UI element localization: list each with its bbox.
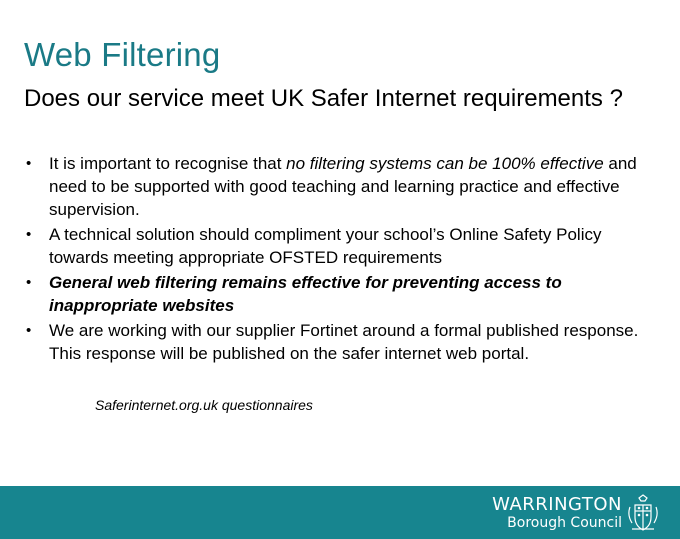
- bullet-dot-icon: •: [26, 155, 32, 172]
- bullet-item: [26, 271, 646, 317]
- council-crest-icon: [626, 493, 660, 533]
- bullet-text: We are working with our supplier Fortinet around a formal published response. This response will be published on the safer internet web portal.: [49, 321, 639, 363]
- footer-bar: [0, 486, 680, 539]
- bullet-emphasis: no filtering systems can be 100% effective: [286, 154, 604, 173]
- bullet-emphasis: General web filtering remains effective for preventing access to inappropriate websites: [49, 273, 562, 315]
- bullet-item: [26, 223, 646, 269]
- slide-title: Web Filtering: [24, 36, 221, 73]
- bullet-list: [26, 152, 646, 367]
- slide-subtitle: Does our service meet UK Safer Internet requirements ?: [24, 85, 623, 112]
- bullet-text: and need to be supported with good teaching and learning practice and effective supervision.: [49, 154, 637, 219]
- bullet-dot-icon: •: [26, 274, 32, 291]
- bullet-dot-icon: •: [26, 226, 32, 243]
- bullet-text: It is important to recognise that: [49, 154, 287, 173]
- council-logo: [492, 492, 660, 534]
- questionnaires-link[interactable]: Saferinternet.org.uk questionnaires: [95, 397, 313, 413]
- bullet-text: A technical solution should compliment your school’s Online Safety Policy towards meeting appropriate OFSTED requirements: [49, 225, 602, 267]
- logo-name: WARRINGTON: [492, 493, 622, 515]
- bullet-dot-icon: •: [26, 322, 32, 339]
- bullet-item: [26, 319, 646, 365]
- logo-subtitle: Borough Council: [507, 514, 622, 531]
- bullet-item: [26, 152, 646, 221]
